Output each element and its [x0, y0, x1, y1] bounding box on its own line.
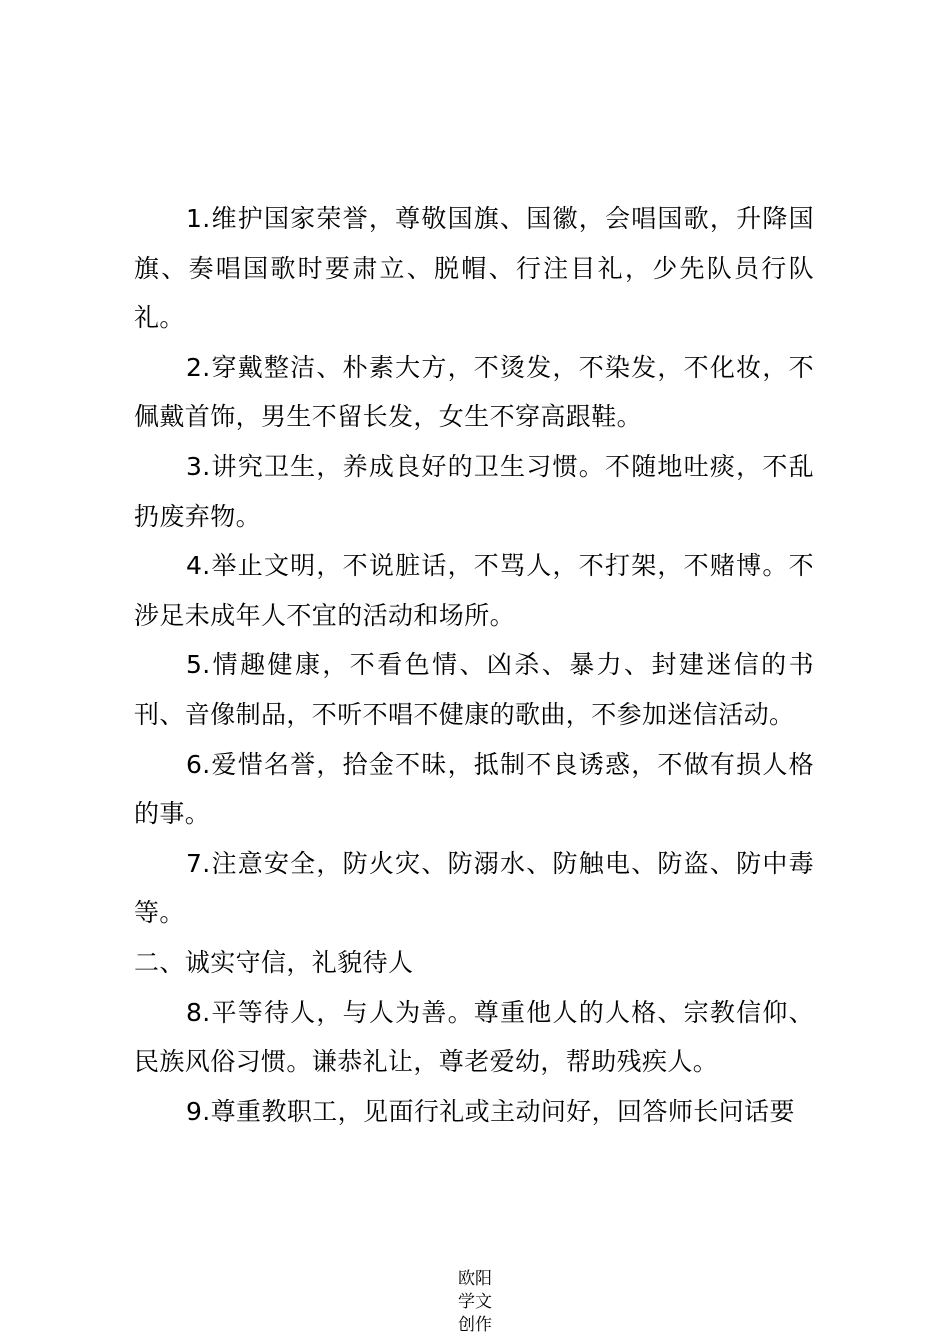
page-footer: [0, 1268, 950, 1337]
document-body: [134, 194, 814, 1136]
paragraph-rule-2: 2.穿戴整洁、朴素大方，不烫发，不染发，不化妆，不佩戴首饰，男生不留长发，女生不穿高跟鞋。: [134, 352, 814, 432]
section-heading-2: 二、诚实守信，礼貌待人: [134, 947, 414, 977]
paragraph-rule-8: 8.平等待人，与人为善。尊重他人的人格、宗教信仰、民族风俗习惯。谦恭礼让，尊老爱幼，帮助残疾人。: [134, 997, 814, 1077]
paragraph-rule-6: 6.爱惜名誉，拾金不昧，抵制不良诱惑，不做有损人格的事。: [134, 749, 814, 829]
paragraph-rule-7: 7.注意安全，防火灾、防溺水、防触电、防盗、防中毒等。: [134, 848, 814, 928]
paragraph-rule-4: 4.举止文明，不说脏话，不骂人，不打架，不赌博。不涉足未成年人不宜的活动和场所。: [134, 551, 814, 630]
footer-author: 欧阳学文创作: [458, 1269, 492, 1335]
paragraph-rule-1: 1.维护国家荣誉，尊敬国旗、国徽，会唱国歌，升降国旗、奏唱国歌时要肃立、脱帽、行注目礼，少先队员行队礼。: [134, 204, 814, 333]
paragraph-rule-5: 5.情趣健康，不看色情、凶杀、暴力、封建迷信的书刊、音像制品，不听不唱不健康的歌曲，不参加迷信活动。: [134, 650, 814, 729]
paragraph-rule-3: 3.讲究卫生，养成良好的卫生习惯。不随地吐痰，不乱扔废弃物。: [134, 451, 814, 531]
paragraph-rule-9: 9.尊重教职工，见面行礼或主动问好，回答师长问话要: [186, 1096, 795, 1126]
